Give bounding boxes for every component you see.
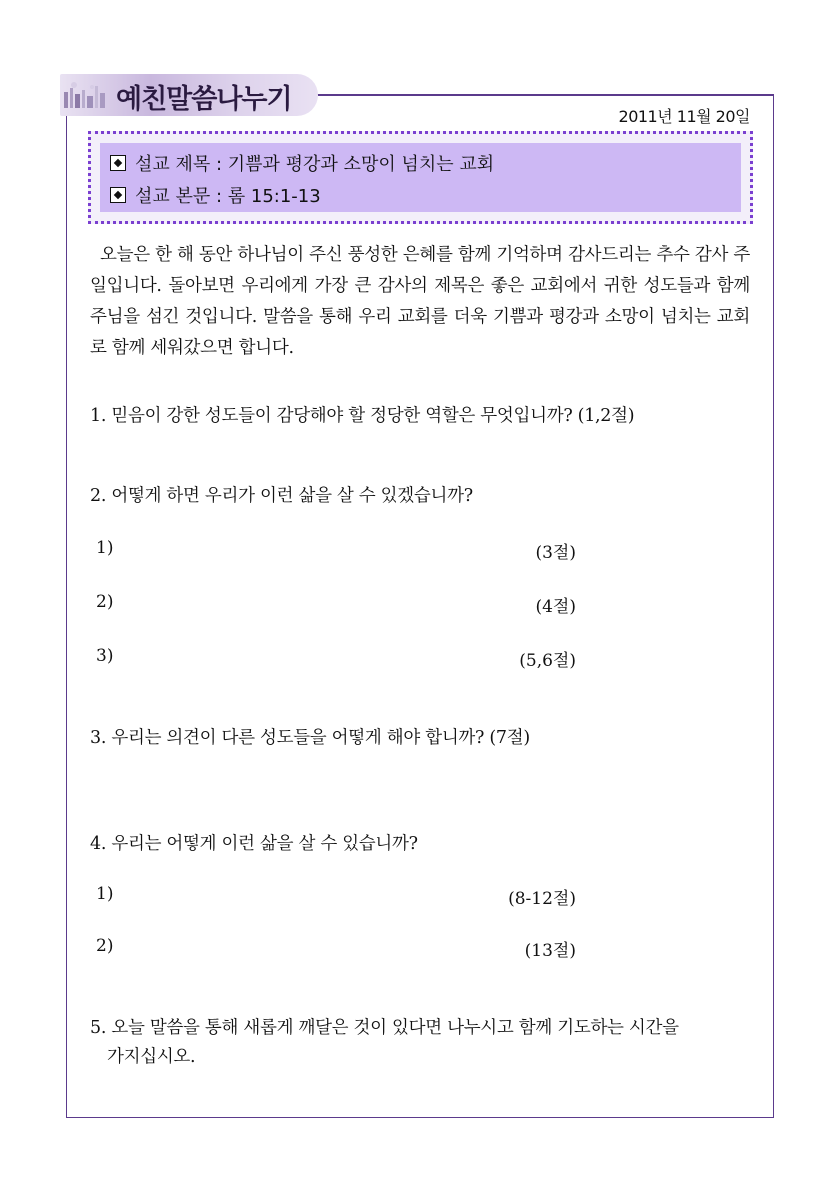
answer-number: 2)	[96, 592, 114, 612]
answer-verse: (13절)	[524, 941, 576, 961]
answer-number: 3)	[96, 646, 114, 666]
question-5-line: 5. 오늘 말씀을 통해 새롭게 깨달은 것이 있다면 나누시고 함께 기도하는 시간을	[90, 1018, 679, 1038]
answer-verse: (8-12절)	[508, 889, 576, 909]
answer-number: 1)	[96, 884, 114, 904]
answer-verse: (3절)	[535, 543, 576, 563]
question-5	[90, 1014, 754, 1072]
diamond-bullet-icon	[110, 155, 126, 171]
question-3: 3. 우리는 의견이 다른 성도들을 어떻게 해야 합니까? (7절)	[90, 728, 530, 748]
sermon-title: 설교 제목 : 기쁨과 평강과 소망이 넘치는 교회	[135, 154, 495, 175]
question-4: 4. 우리는 어떻게 이런 삶을 살 수 있습니까?	[90, 834, 418, 854]
intro-paragraph: 오늘은 한 해 동안 하나님이 주신 풍성한 은혜를 함께 기억하며 감사드리는 추수 감사 주일입니다. 돌아보면 우리에게 가장 큰 감사의 제목은 좋은 교회에서 귀한 성도들과 함께 주님을 섬긴 것입니다. 말씀을 통해 우리 교회를 더욱 기쁨과 평강과 소망이 넘치는 교회로 함께 세워갔으면 합니다.	[90, 245, 750, 358]
title-banner	[60, 74, 318, 116]
answer-verse: (4절)	[535, 597, 576, 617]
banner-decoration-icon	[62, 80, 112, 112]
question-2: 2. 어떻게 하면 우리가 이런 삶을 살 수 있겠습니까?	[90, 486, 473, 506]
question-1: 1. 믿음이 강한 성도들이 감당해야 할 정당한 역할은 무엇입니까? (1,2절)	[90, 406, 635, 426]
diamond-bullet-icon	[110, 187, 126, 203]
header-rule	[318, 95, 774, 96]
answer-verse: (5,6절)	[519, 651, 576, 671]
sermon-title-row	[110, 150, 494, 176]
sermon-info-panel	[100, 143, 741, 212]
sermon-info-box	[88, 131, 753, 224]
sermon-text: 설교 본문 : 롬 15:1-13	[135, 186, 321, 207]
question-5-continuation: 가지십시오.	[107, 1047, 196, 1067]
date-label: 2011년 11월 20일	[618, 107, 750, 126]
page-title: 예친말씀나누기	[116, 84, 292, 115]
answer-number: 2)	[96, 936, 114, 956]
sermon-text-row	[110, 182, 321, 208]
answer-number: 1)	[96, 538, 114, 558]
